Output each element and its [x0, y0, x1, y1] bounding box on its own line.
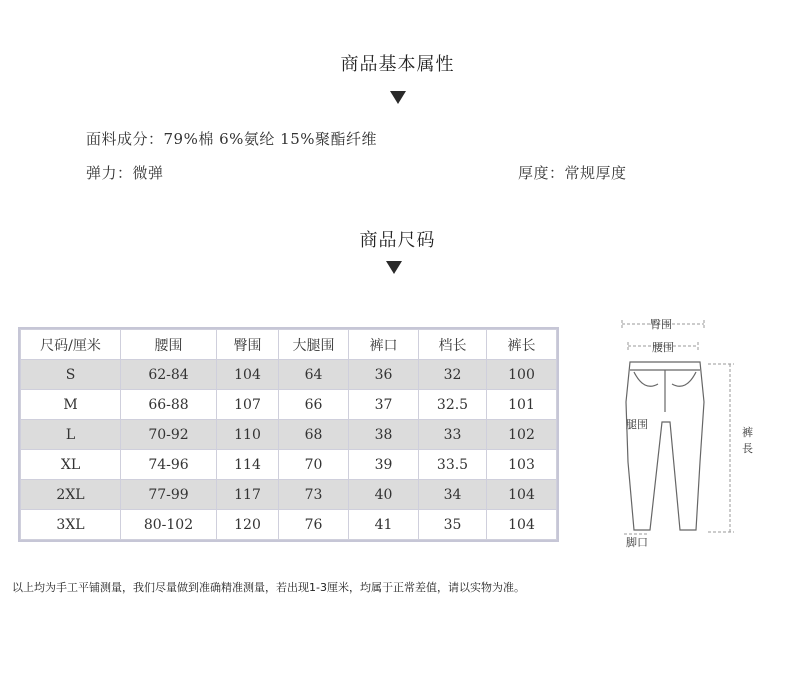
table-cell: 3XL: [21, 510, 121, 540]
table-cell: 104: [487, 510, 557, 540]
fabric-attribute: 面料成分：79%棉 6%氨纶 15%聚酯纤维: [86, 130, 378, 148]
down-arrow-icon: [386, 261, 402, 274]
attributes-title: 商品基本属性: [340, 54, 455, 75]
elasticity-attribute: 弹力：微弹: [86, 164, 164, 182]
table-cell: 41: [349, 510, 419, 540]
table-cell: 66-88: [121, 390, 217, 420]
measurement-note: 以上均为手工平铺测量，我们尽量做到准确精准测量，若出现1-3厘米，均属于正常差值，请以实物为准。: [12, 581, 525, 594]
table-cell: 110: [217, 420, 279, 450]
table-cell: 74-96: [121, 450, 217, 480]
table-cell: 36: [349, 360, 419, 390]
table-cell: 68: [279, 420, 349, 450]
table-cell: 80-102: [121, 510, 217, 540]
column-header: 档长: [419, 330, 487, 360]
table-cell: 101: [487, 390, 557, 420]
table-cell: 38: [349, 420, 419, 450]
table-cell: 76: [279, 510, 349, 540]
waist-label: 腰围: [652, 341, 674, 354]
column-header: 腰围: [121, 330, 217, 360]
table-cell: M: [21, 390, 121, 420]
column-header: 臀围: [217, 330, 279, 360]
table-cell: 117: [217, 480, 279, 510]
column-header: 大腿围: [279, 330, 349, 360]
column-header: 尺码/厘米: [21, 330, 121, 360]
table-cell: 100: [487, 360, 557, 390]
column-header: 裤口: [349, 330, 419, 360]
hem-label: 脚口: [626, 536, 648, 549]
table-row: [21, 360, 557, 390]
table-cell: 107: [217, 390, 279, 420]
size-table: [20, 329, 557, 540]
table-cell: 40: [349, 480, 419, 510]
table-cell: 33: [419, 420, 487, 450]
table-cell: L: [21, 420, 121, 450]
table-cell: 66: [279, 390, 349, 420]
table-cell: 103: [487, 450, 557, 480]
table-cell: 2XL: [21, 480, 121, 510]
table-header-row: [21, 330, 557, 360]
table-cell: 104: [487, 480, 557, 510]
table-cell: 39: [349, 450, 419, 480]
table-cell: 120: [217, 510, 279, 540]
table-cell: 102: [487, 420, 557, 450]
table-row: [21, 480, 557, 510]
trousers-outline: [626, 362, 704, 530]
table-cell: 34: [419, 480, 487, 510]
table-cell: 32: [419, 360, 487, 390]
size-title: 商品尺码: [359, 230, 436, 251]
table-cell: S: [21, 360, 121, 390]
hip-label: 臀围: [650, 318, 672, 331]
table-cell: 35: [419, 510, 487, 540]
length-label: 裤: [742, 426, 753, 439]
column-header: 裤长: [487, 330, 557, 360]
table-cell: 32.5: [419, 390, 487, 420]
table-cell: 77-99: [121, 480, 217, 510]
trousers-diagram: [600, 312, 780, 552]
length-label: 長: [742, 442, 753, 455]
table-row: [21, 450, 557, 480]
table-cell: XL: [21, 450, 121, 480]
down-arrow-icon: [390, 91, 406, 104]
table-row: [21, 420, 557, 450]
thickness-attribute: 厚度：常规厚度: [518, 164, 627, 182]
table-cell: 70: [279, 450, 349, 480]
table-cell: 104: [217, 360, 279, 390]
table-cell: 33.5: [419, 450, 487, 480]
table-cell: 62-84: [121, 360, 217, 390]
table-row: [21, 510, 557, 540]
table-cell: 64: [279, 360, 349, 390]
thigh-label: 腿围: [626, 418, 648, 431]
table-cell: 70-92: [121, 420, 217, 450]
table-row: [21, 390, 557, 420]
table-cell: 73: [279, 480, 349, 510]
table-cell: 114: [217, 450, 279, 480]
table-cell: 37: [349, 390, 419, 420]
